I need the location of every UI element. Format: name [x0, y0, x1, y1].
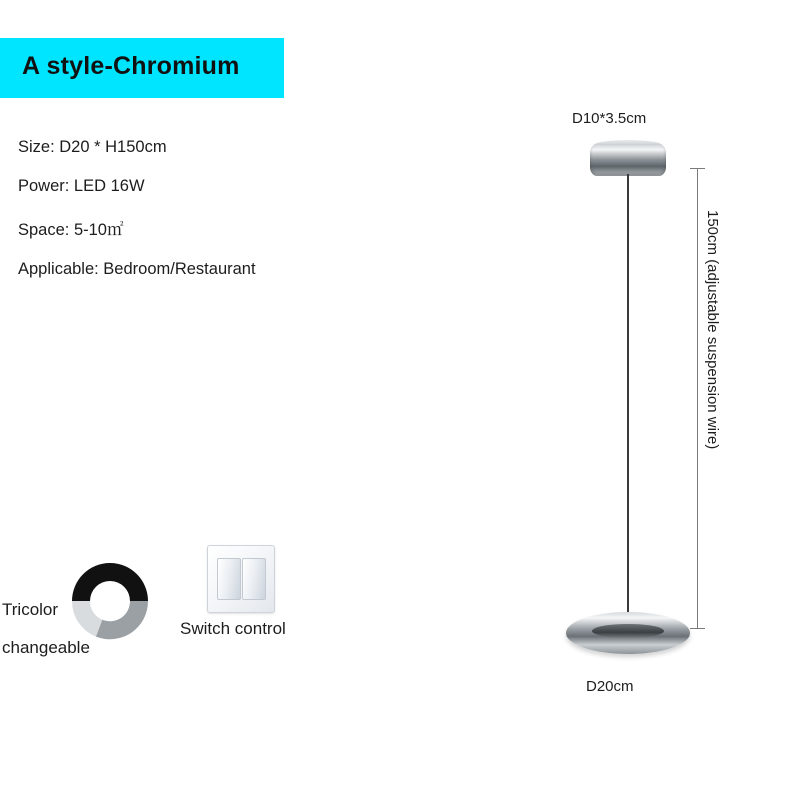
height-dimension-cap-top	[690, 168, 705, 169]
top-dimension-label: D10*3.5cm	[572, 110, 647, 127]
tricolor-label-line1: Tricolor	[2, 600, 59, 619]
page-title: A style-Chromium	[22, 52, 240, 80]
lamp-disc-inner-shadow	[592, 624, 664, 638]
ceiling-canopy	[590, 144, 666, 176]
height-dimension-label: 150cm (adjustable suspension wire)	[704, 210, 721, 450]
feature-tricolor	[0, 545, 165, 665]
spec-list	[18, 138, 438, 299]
spec-size: Size: D20 * H150cm	[18, 138, 167, 156]
spec-applicable: Applicable: Bedroom/Restaurant	[18, 260, 256, 278]
switch-rocker-left	[217, 558, 241, 600]
height-dimension-cap-bottom	[690, 628, 705, 629]
bottom-dimension-label: D20cm	[586, 678, 634, 695]
suspension-wire	[627, 174, 629, 630]
product-illustration	[500, 100, 800, 720]
switch-label: Switch control	[180, 619, 286, 638]
switch-rocker-right	[242, 558, 266, 600]
feature-row	[0, 545, 420, 665]
tricolor-label-line2: changeable	[2, 638, 90, 657]
spec-space: Space: 5-10㎡	[18, 221, 124, 239]
spec-power: Power: LED 16W	[18, 177, 145, 195]
feature-switch	[180, 545, 410, 665]
height-dimension-line	[697, 168, 698, 628]
tricolor-label	[2, 591, 90, 667]
wall-switch-icon	[207, 545, 275, 613]
